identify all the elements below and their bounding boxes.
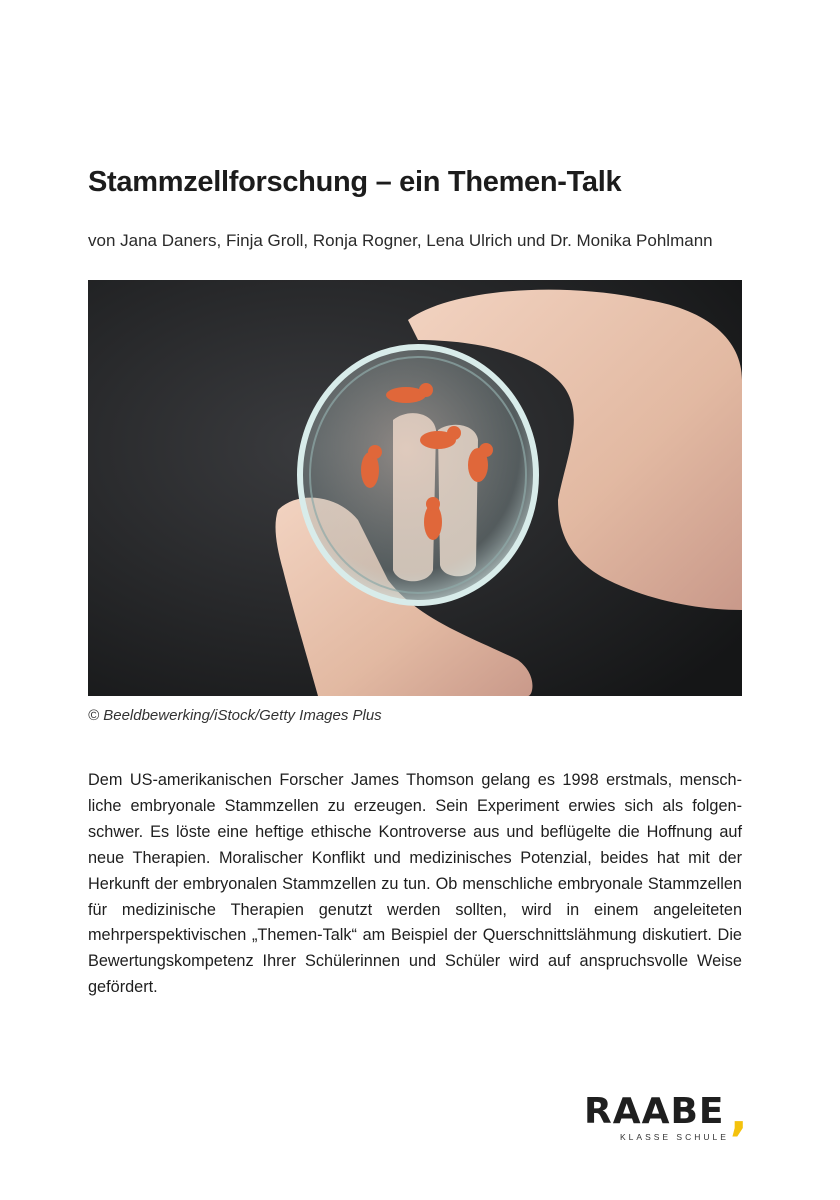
page-title: Stammzellforschung – ein Themen-Talk [88,166,622,198]
author-line: von Jana Daners, Finja Groll, Ronja Rogner, Lena Ulrich und Dr. Monika Pohlmann [88,231,713,250]
logo-tagline: KLASSE SCHULE [620,1132,729,1142]
logo-wordmark: RAABE [584,1091,725,1132]
publisher-logo [584,1087,750,1144]
image-credit: © Beeldbewerking/iStock/Getty Images Plus [88,707,382,724]
intro-paragraph: Dem US-amerikanischen Forscher James Thomson gelang es 1998 erstmals, menschliche embryonale Stammzellen zu erzeugen. Sein Experiment erwies sich als folgenschwer. Es löste eine heftige ethische Kontroverse aus und beflügelte die Hoffnung auf neue Therapien. Moralischer Konflikt und medizinisches Potenzial, beides hat mit der Herkunft der embryonalen Stammzellen zu tun. Ob menschliche embryonale Stammzellen für medizinische Therapien genutzt werden sollten, wird in einem angeleiteten mehrperspektivischen „Themen-Talk“ am Beispiel der Querschnittslähmung diskutiert. Die Bewertungskompetenz Ihrer Schülerinnen und Schüler wird auf anspruchsvolle Weise gefördert. [88,771,742,997]
logo-comma-mark: , [730,1087,748,1141]
cover-photo [88,280,742,696]
